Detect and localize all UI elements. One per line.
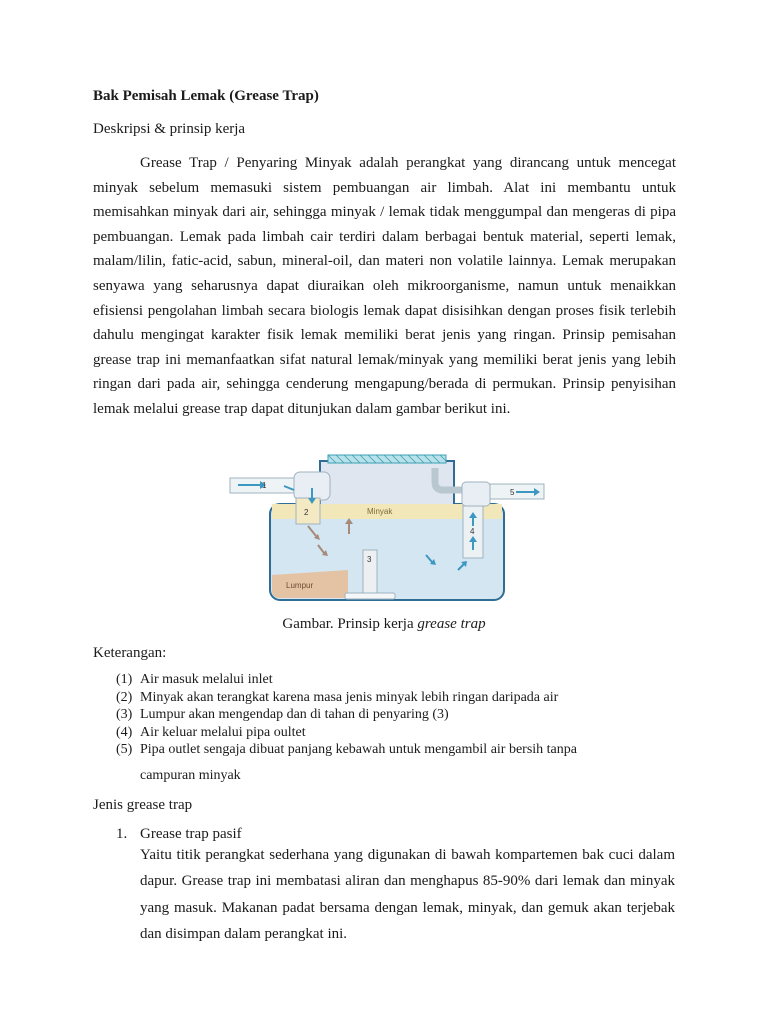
marker-4: 4 bbox=[470, 527, 475, 536]
legend-item bbox=[116, 724, 676, 742]
legend-number: (1) bbox=[116, 672, 133, 687]
figure-caption bbox=[0, 616, 768, 633]
screen-base bbox=[345, 593, 395, 599]
marker-2: 2 bbox=[304, 508, 309, 517]
caption-text: Gambar. Prinsip kerja bbox=[282, 616, 418, 632]
legend-number: (2) bbox=[116, 689, 133, 705]
type-item-heading bbox=[116, 826, 242, 843]
caption-italic: grease trap bbox=[417, 616, 486, 632]
legend-text: Air keluar melalui pipa oultet bbox=[140, 724, 306, 740]
section-subtitle: Deskripsi & prinsip kerja bbox=[93, 121, 246, 137]
marker-3: 3 bbox=[367, 555, 372, 564]
type-name: Grease trap pasif bbox=[140, 826, 242, 842]
legend-list bbox=[116, 671, 676, 784]
sludge-label: Lumpur bbox=[286, 581, 314, 590]
types-title: Jenis grease trap bbox=[93, 797, 193, 813]
legend-item bbox=[116, 689, 676, 707]
legend-number: (3) bbox=[116, 707, 133, 722]
legend-text: Lumpur akan mengendap dan di tahan di penyaring (3) bbox=[140, 707, 449, 722]
legend-title: Keterangan: bbox=[93, 645, 167, 661]
type-number: 1. bbox=[116, 826, 128, 842]
grease-trap-diagram bbox=[228, 452, 546, 604]
document-title: Bak Pemisah Lemak (Grease Trap) bbox=[93, 88, 319, 104]
legend-item bbox=[116, 671, 676, 689]
legend-number: (5) bbox=[116, 742, 133, 757]
outlet-riser bbox=[462, 482, 490, 506]
legend-item bbox=[116, 706, 676, 724]
marker-1: 1 bbox=[262, 481, 267, 490]
oil-label: Minyak bbox=[367, 507, 393, 516]
legend-text: Minyak akan terangkat karena masa jenis minyak lebih ringan daripada air bbox=[140, 689, 559, 705]
type-description: Yaitu titik perangkat sederhana yang digunakan di bawah kompartemen bak cuci dalam dapur. Grease trap ini membatasi aliran dan menghapus 85-90% dari lemak dan minyak yang masuk. Makanan padat bersama dengan lemak, minyak, dan gemuk akan terjebak dan disimpan dalam perangkat ini. bbox=[140, 847, 675, 942]
paragraph-text: Grease Trap / Penyaring Minyak adalah perangkat yang dirancang untuk mencegat minyak sebelum memasuki sistem pembuangan air limbah. Alat ini membantu untuk memisahkan minyak dari air, sehingga minyak / lemak tidak menggumpal dan mengeras di pipa pembuangan. Lemak pada limbah cair terdiri dalam berbagai bentuk material, seperti lemak, malam/lilin, fatic-acid, sabun, mineral-oil, dan materi non volatile lainnya. Lemak merupakan senyawa yang seharusnya dapat diuraikan oleh mikroorganisme, namun untuk menaikkan efisiensi pengolahan limbah secara biologis lemak dapat disisihkan dengan proses fisik terlebih dahulu mengingat karakter fisik lemak memiliki berat jenis yang ringan. Prinsip pemisahan grease trap ini memanfaatkan sifat natural lemak/minyak yang memiliki berat jenis yang lebih ringan dari pada air, sehingga cenderung mengapung/berada di permukan. Prinsip penyisihan lemak melalui grease trap dapat ditunjukan dalam gambar berikut ini. bbox=[93, 155, 676, 417]
legend-text: Pipa outlet sengaja dibuat panjang kebawah untuk mengambil air bersih tanpa bbox=[140, 742, 577, 757]
legend-item bbox=[116, 741, 676, 784]
description-paragraph bbox=[93, 151, 676, 422]
marker-5: 5 bbox=[510, 488, 515, 497]
legend-number: (4) bbox=[116, 724, 133, 740]
legend-text: Air masuk melalui inlet bbox=[140, 672, 273, 687]
legend-text-continuation: campuran minyak bbox=[140, 767, 241, 783]
